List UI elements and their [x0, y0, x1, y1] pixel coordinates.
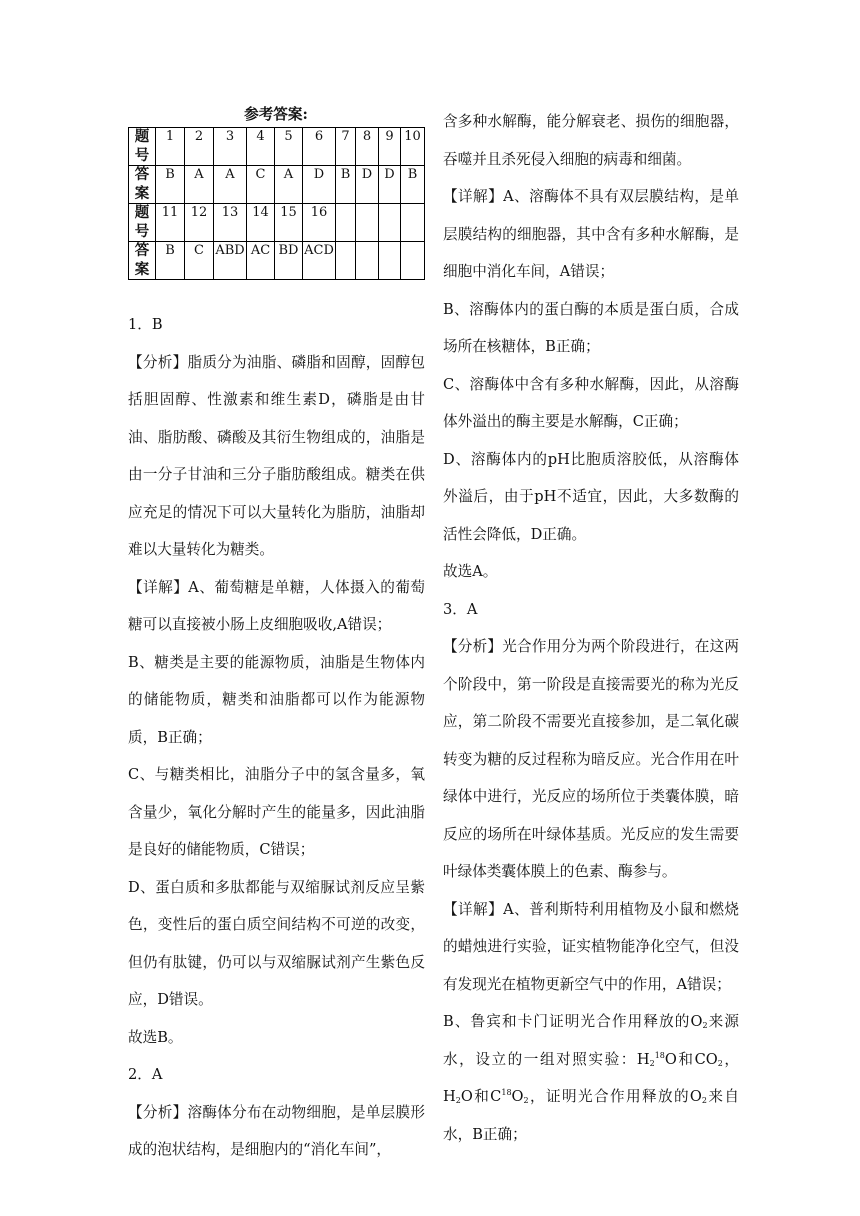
row-header-cell: 题号 [129, 204, 156, 242]
answer-cell: 10 [401, 128, 425, 166]
answer-cell [336, 242, 356, 280]
table-row [129, 128, 425, 166]
paragraph-3b: B、鲁宾和卡门证明光合作用释放的$O_2$来源水，设立的一组对照实验：$H_2^{18}O$和$CO_2$，$H_2O$和$C^{18}O_2$，证明光合作用释放的$O_2$来自水，B正确； [443, 1013, 739, 1143]
right-paragraph: 含多种水解酶，能分解衰老、损伤的细胞器，吞噬并且杀死侵入细胞的病毒和细菌。 [443, 113, 739, 168]
answer-cell: 7 [336, 128, 356, 166]
left-paragraph: B、糖类是主要的能源物质，油脂是生物体内的储能物质，糖类和油脂都可以作为能源物质，B正确； [128, 653, 425, 746]
answer-table [128, 127, 425, 280]
answer-cell: B [336, 166, 356, 204]
left-paragraph: 【分析】溶酶体分布在动物细胞，是单层膜形成的泡状结构，是细胞内的“消化车间”， [128, 1103, 425, 1158]
answer-cell: 13 [214, 204, 247, 242]
answer-cell: 2 [185, 128, 214, 166]
right-paragraph: C、溶酶体中含有多种水解酶，因此，从溶酶体外溢出的酶主要是水解酶，C正确； [443, 375, 739, 430]
answer-cell: 14 [247, 204, 275, 242]
answer-cell: 15 [275, 204, 303, 242]
answer-cell [401, 204, 425, 242]
answer-cell: A [275, 166, 303, 204]
row-header-cell: 答案 [129, 166, 156, 204]
left-paragraph: 【详解】A、葡萄糖是单糖，人体摄入的葡萄糖可以直接被小肠上皮细胞吸收,A错误； [128, 578, 425, 633]
answer-cell: B [401, 166, 425, 204]
table-row [129, 204, 425, 242]
right-paragraphs [443, 103, 739, 1003]
right-paragraph: 【详解】A、溶酶体不具有双层膜结构，是单层膜结构的细胞器，其中含有多种水解酶，是细胞中消化车间，A错误； [443, 188, 739, 280]
row-header-cell: 答案 [129, 242, 156, 280]
answer-cell: 11 [156, 204, 185, 242]
answer-cell: 1 [156, 128, 185, 166]
right-paragraph: 3．A [443, 600, 478, 618]
answer-cell: D [356, 166, 379, 204]
right-paragraph: B、溶酶体内的蛋白酶的本质是蛋白质，合成场所在核糖体，B正确； [443, 300, 739, 355]
answer-cell: C [185, 242, 214, 280]
answer-cell: A [185, 166, 214, 204]
answer-cell: 3 [214, 128, 247, 166]
table-row [129, 166, 425, 204]
table-row [129, 242, 425, 280]
answer-cell: 6 [303, 128, 336, 166]
answer-cell [401, 242, 425, 280]
row-header-cell: 题号 [129, 128, 156, 166]
answer-cell [356, 204, 379, 242]
left-paragraph: 【分析】脂质分为油脂、磷脂和固醇，固醇包括胆固醇、性激素和维生素D，磷脂是由甘油、脂肪酸、磷酸及其衍生物组成的，油脂是由一分子甘油和三分子脂肪酸组成。糖类在供应充足的情况下可以大量转化为脂肪，油脂却难以大量转化为糖类。 [128, 353, 425, 558]
answer-cell: ACD [303, 242, 336, 280]
right-paragraph: 【详解】A、普利斯特利用植物及小鼠和燃烧的蜡烛进行实验，证实植物能净化空气，但没有发现光在植物更新空气中的作用，A错误； [443, 900, 739, 993]
answer-cell: 9 [379, 128, 401, 166]
left-paragraph: 1．B [128, 316, 163, 333]
left-paragraph: C、与糖类相比，油脂分子中的氢含量多，氧含量少，氧化分解时产生的能量多，因此油脂是良好的储能物质，C错误； [128, 766, 425, 858]
right-paragraph: 【分析】光合作用分为两个阶段进行，在这两个阶段中，第一阶段是直接需要光的称为光反应，第二阶段不需要光直接参加，是二氧化碳转变为糖的反过程称为暗反应。光合作用在叶绿体中进行，光反应的场所位于类囊体膜，暗反应的场所在叶绿体基质。光反应的发生需要叶绿体类囊体膜上的色素、酶参与。 [443, 638, 739, 880]
answer-cell: A [214, 166, 247, 204]
right-paragraph: 故选A。 [443, 563, 498, 580]
answer-cell: 4 [247, 128, 275, 166]
answer-cell: B [156, 242, 185, 280]
left-column [128, 104, 425, 1169]
answer-cell [336, 204, 356, 242]
left-paragraph: 故选B。 [128, 1028, 183, 1046]
answer-cell: 5 [275, 128, 303, 166]
answer-cell: B [156, 166, 185, 204]
answer-cell: AC [247, 242, 275, 280]
answer-cell [379, 204, 401, 242]
right-column [443, 103, 739, 1153]
answer-cell: D [379, 166, 401, 204]
answer-cell [379, 242, 401, 280]
answer-cell [356, 242, 379, 280]
answer-cell: 16 [303, 204, 336, 242]
answer-cell: C [247, 166, 275, 204]
left-paragraphs [128, 306, 425, 1169]
answer-title: 参考答案: [244, 106, 308, 123]
answer-cell: ABD [214, 242, 247, 280]
right-paragraph: D、溶酶体内的pH比胞质溶胶低，从溶酶体外溢后，由于pH不适宜，因此，大多数酶的活性会降低，D正确。 [443, 450, 739, 543]
left-paragraph: 2．A [128, 1066, 163, 1083]
answer-cell: 12 [185, 204, 214, 242]
answer-cell: 8 [356, 128, 379, 166]
answer-cell: BD [275, 242, 303, 280]
left-paragraph: D、蛋白质和多肽都能与双缩脲试剂反应呈紫色，变性后的蛋白质空间结构不可逆的改变，但仍有肽键，仍可以与双缩脲试剂产生紫色反应，D错误。 [128, 878, 425, 1008]
answer-cell: D [303, 166, 336, 204]
